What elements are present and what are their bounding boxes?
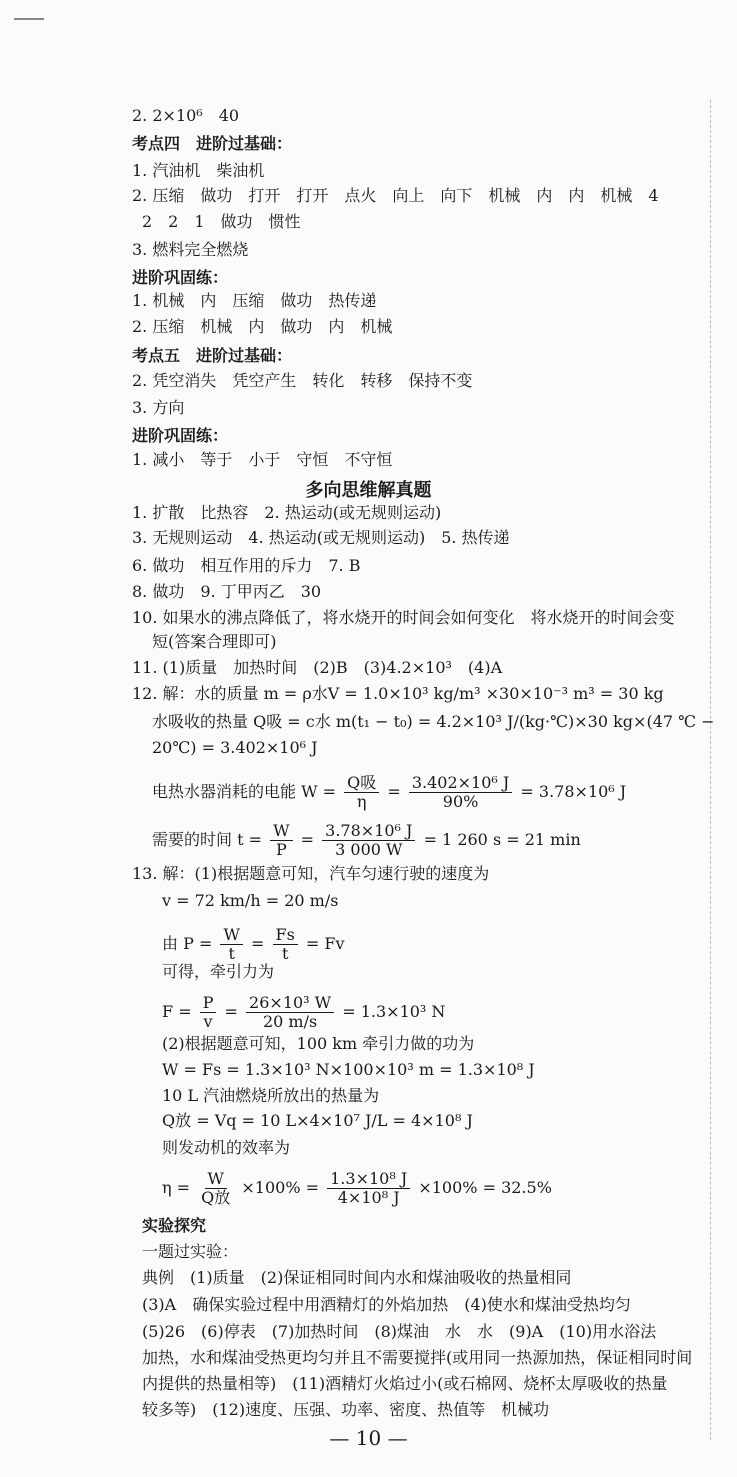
eq-text: 由 P = (162, 934, 213, 953)
answer-line: 1. 减小 等于 小于 守恒 不守恒 (132, 450, 393, 469)
eq-text: = 3.78×10⁶ J (520, 782, 627, 801)
answer-line: (2)根据题意可知，100 km 牵引力做的功为 (162, 1034, 475, 1053)
denominator: 3 000 W (335, 840, 403, 859)
eq-text: = (224, 1002, 238, 1021)
denominator: Q放 (201, 1188, 231, 1207)
numerator: W (220, 926, 242, 945)
answer-line: 较多等) (12)速度、压强、功率、密度、热值等 机械功 (142, 1400, 550, 1419)
eq-text: = (251, 934, 265, 953)
denominator: v (203, 1012, 213, 1031)
section-title: 多向思维解真题 (305, 480, 432, 501)
answer-line: 10 L 汽油燃烧所放出的热量为 (162, 1086, 380, 1105)
answer-line: W = Fs = 1.3×10³ N×100×10³ m = 1.3×10⁸ J (162, 1060, 535, 1079)
fraction (327, 1170, 410, 1207)
denominator: t (281, 944, 289, 963)
section-heading: 实验探究 (142, 1216, 207, 1235)
numerator: P (200, 994, 217, 1013)
numerator: Q吸 (344, 774, 379, 793)
answer-line: 2. 压缩 机械 内 做功 内 机械 (132, 317, 393, 336)
denominator: η (356, 792, 367, 811)
answer-line: 3. 方向 (132, 398, 185, 417)
denominator: P (275, 840, 287, 859)
fraction (322, 822, 415, 859)
denominator: 20 m/s (262, 1012, 318, 1031)
answer-line: 短(答案合理即可) (152, 632, 277, 651)
eq-text: 需要的时间 t = (152, 830, 263, 849)
answer-line: 则发动机的效率为 (162, 1138, 291, 1157)
answer-line: 2. 压缩 做功 打开 打开 点火 向上 向下 机械 内 内 机械 4 (132, 186, 659, 205)
fraction (409, 774, 512, 811)
answer-line: v = 72 km/h = 20 m/s (162, 891, 339, 910)
answer-line: 2. 2×10⁶ 40 (132, 106, 240, 125)
numerator: W (205, 1170, 227, 1189)
numerator: 26×10³ W (246, 994, 334, 1013)
dashed-cut-line (710, 100, 711, 1440)
answer-line: 13. 解：(1)根据题意可知，汽车匀速行驶的速度为 (132, 864, 490, 883)
eq-text: F = (162, 1002, 192, 1021)
section-heading: 考点五 进阶过基础： (132, 346, 293, 365)
answer-line: 20℃) = 3.402×10⁶ J (152, 738, 318, 757)
numerator: Fs (273, 926, 298, 945)
answer-line: 10. 如果水的沸点降低了，将水烧开的时间会如何变化 将水烧开的时间会变 (132, 608, 675, 627)
eq-text: = 1.3×10³ N (342, 1002, 446, 1021)
eq-text: = (300, 830, 315, 849)
answer-line: 可得，牵引力为 (162, 962, 275, 981)
eq-text: 电热水器消耗的电能 W = (152, 782, 337, 801)
eq-text: ×100% = 32.5% (418, 1178, 552, 1197)
answer-line: 3. 无规则运动 4. 热运动(或无规则运动) 5. 热传递 (132, 528, 510, 547)
eq-text: ×100% = (241, 1178, 320, 1197)
answer-line: 典例 (1)质量 (2)保证相同时间内水和煤油吸收的热量相同 (142, 1268, 572, 1287)
numerator: W (270, 822, 292, 841)
answer-line: 2 2 1 做功 惯性 (142, 212, 301, 231)
answer-line: 11. (1)质量 加热时间 (2)B (3)4.2×10³ (4)A (132, 658, 503, 677)
numerator: 3.78×10⁶ J (322, 822, 415, 841)
fraction (200, 994, 217, 1031)
eq-text: = (387, 782, 401, 801)
eq-text: η = (162, 1178, 191, 1197)
denominator: t (228, 944, 235, 963)
denominator: 90% (442, 792, 479, 811)
equation-line (152, 774, 626, 811)
fraction (273, 926, 298, 963)
answer-line: 3. 燃料完全燃烧 (132, 240, 249, 259)
answer-line: 1. 汽油机 柴油机 (132, 161, 265, 180)
answer-line: 2. 凭空消失 凭空产生 转化 转移 保持不变 (132, 371, 473, 390)
answer-line: 8. 做功 9. 丁甲丙乙 30 (132, 582, 322, 601)
numerator: 3.402×10⁶ J (409, 774, 512, 793)
answer-line: 一题过实验： (142, 1242, 239, 1261)
answer-line: 内提供的热量相等) (11)酒精灯火焰过小(或石棉网、烧杯太厚吸收的热量 (142, 1374, 668, 1393)
answer-line: 1. 机械 内 压缩 做功 热传递 (132, 291, 377, 310)
eq-text: = Fv (305, 934, 345, 953)
equation-line (162, 926, 345, 963)
equation-line (162, 994, 445, 1031)
equation-line (162, 1170, 552, 1207)
equation-line (152, 822, 581, 859)
numerator: 1.3×10⁸ J (327, 1170, 410, 1189)
answer-line: 水吸收的热量 Q吸 = c水 m(t₁ − t₀) = 4.2×10³ J/(kg·℃)×30 kg×(47 ℃ − (152, 712, 715, 731)
answer-line: 加热，水和煤油受热更均匀并且不需要搅拌(或用同一热源加热，保证相同时间 (142, 1348, 693, 1367)
answer-line: 1. 扩散 比热容 2. 热运动(或无规则运动) (132, 503, 442, 522)
fraction (198, 1170, 233, 1207)
fraction (246, 994, 334, 1031)
answer-line: (3)A 确保实验过程中用酒精灯的外焰加热 (4)使水和煤油受热均匀 (142, 1295, 631, 1314)
fraction (344, 774, 379, 811)
answer-line: 12. 解：水的质量 m = ρ水V = 1.0×10³ kg/m³ ×30×10⁻³ m³ = 30 kg (132, 684, 664, 703)
section-heading: 考点四 进阶过基础： (132, 134, 293, 153)
fraction (270, 822, 292, 859)
answer-line: 6. 做功 相互作用的斥力 7. B (132, 556, 361, 575)
corner-mark (14, 18, 44, 20)
answer-line: (5)26 (6)停表 (7)加热时间 (8)煤油 水 水 (9)A (10)用水浴法 (142, 1322, 657, 1341)
eq-text: = 1 260 s = 21 min (423, 830, 581, 849)
page-number: — 10 — (329, 1426, 408, 1450)
section-heading: 进阶巩固练： (132, 426, 229, 445)
section-heading: 进阶巩固练： (132, 268, 229, 287)
fraction (220, 926, 242, 963)
answer-line: Q放 = Vq = 10 L×4×10⁷ J/L = 4×10⁸ J (162, 1111, 473, 1130)
denominator: 4×10⁸ J (337, 1188, 400, 1207)
